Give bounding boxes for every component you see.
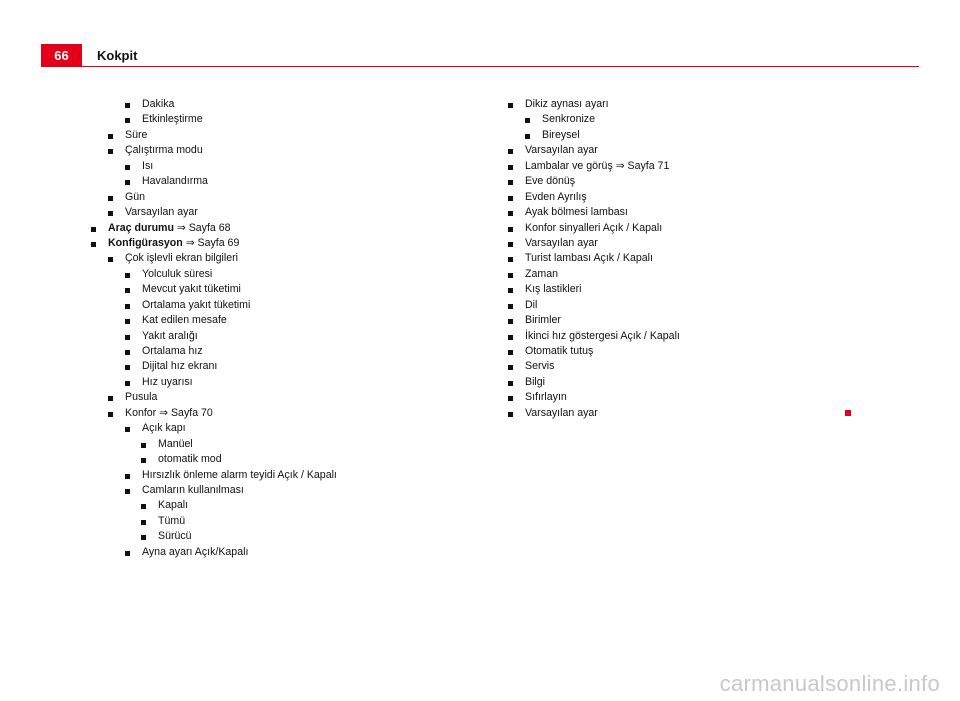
bullet-icon: [141, 535, 146, 540]
list-item: Çalıştırma modu: [108, 143, 398, 158]
bullet-icon: [508, 242, 513, 247]
list-item: Zaman: [508, 267, 838, 282]
list-item: Isı: [108, 159, 398, 174]
list-item: Lambalar ve görüş ⇒ Sayfa 71: [508, 159, 838, 174]
left-column: [108, 97, 398, 560]
bullet-icon: [508, 211, 513, 216]
list-item: Yolculuk süresi: [108, 267, 398, 282]
bullet-icon: [508, 103, 513, 108]
bullet-icon: [508, 149, 513, 154]
bullet-icon: [141, 504, 146, 509]
list-item: Çok işlevli ekran bilgileri: [108, 251, 398, 266]
list-item: otomatik mod: [108, 452, 398, 467]
bullet-icon: [125, 381, 130, 386]
page-number: 66: [41, 44, 82, 67]
bullet-icon: [508, 412, 513, 417]
list-item: Varsayılan ayar: [508, 406, 838, 421]
list-item: Servis: [508, 359, 838, 374]
bullet-icon: [125, 551, 130, 556]
bullet-icon: [141, 443, 146, 448]
bullet-icon: [525, 134, 530, 139]
watermark: carmanualsonline.info: [719, 671, 940, 696]
list-item: [108, 236, 398, 251]
right-column: [508, 97, 838, 421]
bullet-icon: [508, 180, 513, 185]
bullet-icon: [508, 304, 513, 309]
list-item: Eve dönüş: [508, 174, 838, 189]
list-item: Ortalama hız: [108, 344, 398, 359]
list-item: Pusula: [108, 390, 398, 405]
bullet-icon: [91, 242, 96, 247]
header-rule: [41, 66, 919, 67]
bullet-icon: [125, 273, 130, 278]
bullet-icon: [508, 381, 513, 386]
list-item: Turist lambası Açık / Kapalı: [508, 251, 838, 266]
list-item: Manüel: [108, 437, 398, 452]
list-item: Dijital hız ekranı: [108, 359, 398, 374]
bullet-icon: [125, 103, 130, 108]
bullet-icon: [91, 227, 96, 232]
bullet-icon: [125, 427, 130, 432]
list-item: Evden Ayrılış: [508, 190, 838, 205]
list-item: Ortalama yakıt tüketimi: [108, 298, 398, 313]
bullet-icon: [125, 304, 130, 309]
bullet-icon: [108, 412, 113, 417]
list-item: Tümü: [108, 514, 398, 529]
bullet-icon: [508, 288, 513, 293]
bullet-icon: [525, 118, 530, 123]
list-item: Camların kullanılması: [108, 483, 398, 498]
bullet-icon: [508, 335, 513, 340]
bullet-icon: [108, 396, 113, 401]
bullet-icon: [508, 396, 513, 401]
list-item: Süre: [108, 128, 398, 143]
bullet-icon: [125, 474, 130, 479]
bullet-icon: [125, 365, 130, 370]
list-item: İkinci hız göstergesi Açık / Kapalı: [508, 329, 838, 344]
list-item: Hız uyarısı: [108, 375, 398, 390]
bullet-icon: [125, 319, 130, 324]
bullet-icon: [125, 165, 130, 170]
list-item: Sürücü: [108, 529, 398, 544]
page-reference[interactable]: ⇒ Sayfa 70: [159, 406, 213, 419]
bullet-icon: [125, 180, 130, 185]
list-item: Etkinleştirme: [108, 112, 398, 127]
section-end-marker: [845, 410, 851, 416]
list-item: Bireysel: [508, 128, 838, 143]
list-item: Hırsızlık önleme alarm teyidi Açık / Kapalı: [108, 468, 398, 483]
list-item: Dil: [508, 298, 838, 313]
bullet-icon: [508, 273, 513, 278]
page-reference[interactable]: ⇒ Sayfa 71: [615, 159, 670, 172]
list-item: Mevcut yakıt tüketimi: [108, 282, 398, 297]
bullet-icon: [508, 196, 513, 201]
bullet-icon: [108, 257, 113, 262]
bullet-icon: [108, 196, 113, 201]
list-item: Varsayılan ayar: [508, 143, 838, 158]
bullet-icon: [125, 350, 130, 355]
section-title: Araç durumu: [108, 221, 174, 234]
list-item: Ayak bölmesi lambası: [508, 205, 838, 220]
list-item: Kapalı: [108, 498, 398, 513]
list-item: Konfor ⇒ Sayfa 70: [108, 406, 398, 421]
section-title: Konfigürasyon: [108, 236, 183, 249]
bullet-icon: [508, 350, 513, 355]
page-reference[interactable]: ⇒ Sayfa 69: [185, 236, 240, 249]
bullet-icon: [508, 165, 513, 170]
list-item: Dikiz aynası ayarı: [508, 97, 838, 112]
list-item: Varsayılan ayar: [108, 205, 398, 220]
list-item: Açık kapı: [108, 421, 398, 436]
list-item: Kış lastikleri: [508, 282, 838, 297]
bullet-icon: [125, 489, 130, 494]
bullet-icon: [125, 288, 130, 293]
list-item: Sıfırlayın: [508, 390, 838, 405]
bullet-icon: [141, 520, 146, 525]
bullet-icon: [508, 227, 513, 232]
list-item: [108, 221, 398, 236]
bullet-icon: [125, 118, 130, 123]
bullet-icon: [108, 134, 113, 139]
list-item: Senkronize: [508, 112, 838, 127]
list-item: Varsayılan ayar: [508, 236, 838, 251]
page-reference[interactable]: ⇒ Sayfa 68: [176, 221, 231, 234]
list-item: Ayna ayarı Açık/Kapalı: [108, 545, 398, 560]
chapter-title: Kokpit: [97, 48, 138, 63]
bullet-icon: [508, 257, 513, 262]
bullet-icon: [108, 211, 113, 216]
list-item: Kat edilen mesafe: [108, 313, 398, 328]
list-item: Bilgi: [508, 375, 838, 390]
list-item: Havalandırma: [108, 174, 398, 189]
list-item: Dakika: [108, 97, 398, 112]
bullet-icon: [125, 335, 130, 340]
bullet-icon: [108, 149, 113, 154]
bullet-icon: [508, 365, 513, 370]
list-item: Birimler: [508, 313, 838, 328]
list-item: Gün: [108, 190, 398, 205]
list-item: Otomatik tutuş: [508, 344, 838, 359]
list-item: Konfor sinyalleri Açık / Kapalı: [508, 221, 838, 236]
bullet-icon: [508, 319, 513, 324]
list-item: Yakıt aralığı: [108, 329, 398, 344]
bullet-icon: [141, 458, 146, 463]
